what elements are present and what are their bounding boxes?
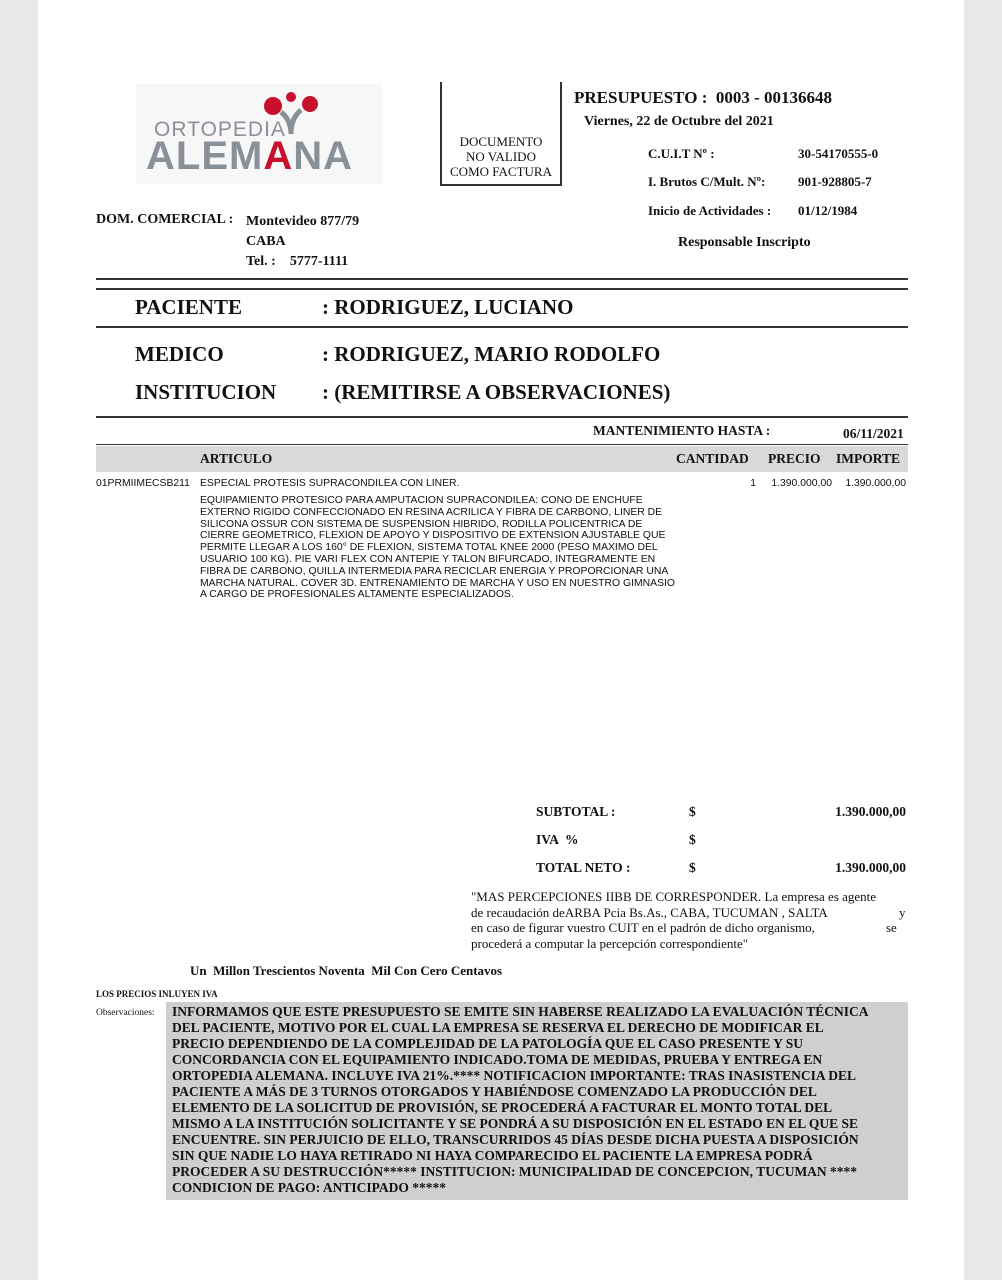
percepciones-line-2: de recaudación deARBA Pcia Bs.As., CABA, TUCUMAN , SALTA: [471, 904, 828, 920]
percepciones-line-2-end: y: [899, 904, 906, 920]
logo-text-alem: ALEM: [146, 134, 264, 178]
item-quantity: 1: [750, 478, 756, 489]
prices-note: LOS PRECIOS INLUYEN IVA: [96, 989, 218, 999]
item-title: ESPECIAL PROTESIS SUPRACONDILEA CON LINER.: [200, 478, 460, 489]
logo-text-a-accent: A: [263, 134, 294, 178]
percepciones-line-3: en caso de figurar vuestro CUIT en el padrón de dicho organismo,: [471, 920, 815, 935]
mantenimiento-value: 06/11/2021: [843, 426, 904, 441]
cuit-label: C.U.I.T Nº :: [648, 146, 715, 161]
cuit-value: 30-54170555-0: [798, 146, 879, 161]
ib-value: 901-928805-7: [798, 174, 872, 189]
divider: [96, 326, 908, 328]
amount-in-words: Un Millon Trescientos Noventa Mil Con Cero Centavos: [190, 963, 503, 978]
inicio-value: 01/12/1984: [798, 203, 858, 218]
subtotal-value: 1.390.000,00: [835, 804, 906, 819]
notice-line-1: DOCUMENTO: [459, 134, 543, 149]
total-value: 1.390.000,00: [835, 860, 906, 875]
observaciones-label: Observaciones:: [96, 1008, 155, 1018]
logo-text-alemana: [146, 134, 353, 179]
percepciones-note: [471, 889, 911, 951]
subtotal-currency: $: [689, 804, 696, 819]
institucion-label: INSTITUCION: [135, 380, 277, 404]
logo-text-ortopedia: ORTOPEDIA: [154, 118, 286, 141]
observaciones-text: INFORMAMOS QUE ESTE PRESUPUESTO SE EMITE SIN HABERSE REALIZADO LA EVALUACIÓN TÉCNICA DEL PACIENTE, MOTIVO POR EL CUAL LA EMPRESA SE RESERVA EL DERECHO DE MODIFICAR EL PRECIO DEPENDIENDO DE LA COMPLEJIDAD DE LA PATOLOGÍA QUE EL CASO PRESENTE Y SU CONCORDANCIA CON EL EQUIPAMIENTO INDICADO.TOMA DE MEDIDAS, PRUEBA Y ENTREGA EN ORTOPEDIA ALEMANA. INCLUYE IVA 21%.**** NOTIFICACION IMPORTANTE: TRAS INASISTENCIA DEL PACIENTE A MÁS DE 3 TURNOS OTORGADOS Y HABIÉNDOSE COMENZADO LA PRODUCCIÓN DEL ELEMENTO DE LA SOLICITUD DE PROVISIÓN, SE PROCEDERÁ A FACTURAR EL MONTO TOTAL DEL MISMO A LA INSTITUCIÓN SOLICITANTE Y SE PONDRÁ A SU DISPOSICIÓN EN EL ESTADO EN EL QUE SE ENCUENTRE. SIN PERJUICIO DE ELLO, TRANSCURRIDOS 45 DÍAS DESDE DICHA PUESTA A DISPOSICIÓN SIN QUE NADIE LO HAYA RETIRADO NI HAYA COMPARECIDO EL PACIENTE LA EMPRESA PODRÁ PROCEDER A SU DESTRUCCIÓN***** INSTITUCION: MUNICIPALIDAD DE CONCEPCION, TUCUMAN **** CONDICION DE PAGO: ANTICIPADO *****: [166, 1002, 908, 1200]
company-logo: [136, 84, 382, 184]
item-amount: 1.390.000,00: [845, 478, 906, 489]
header-precio: PRECIO: [768, 451, 821, 466]
ib-label: I. Brutos C/Mult. Nº:: [648, 174, 766, 189]
subtotal-label: SUBTOTAL :: [536, 804, 616, 819]
medico-label: MEDICO: [135, 342, 224, 366]
notice-box-text: [442, 134, 560, 179]
tel-label: Tel. :: [246, 254, 276, 269]
total-label: TOTAL NETO :: [536, 860, 631, 875]
header-importe: IMPORTE: [836, 451, 901, 466]
notice-line-3: COMO FACTURA: [450, 164, 552, 179]
paciente-label: PACIENTE: [135, 295, 242, 319]
mantenimiento-label: MANTENIMIENTO HASTA :: [593, 423, 771, 438]
iva-currency: $: [689, 832, 696, 847]
logo-text-na: NA: [293, 134, 353, 178]
document-page: [38, 0, 964, 1280]
percepciones-line-1: "MAS PERCEPCIONES IIBB DE CORRESPONDER. La empresa es agente: [471, 889, 877, 904]
institucion-value: : (REMITIRSE A OBSERVACIONES): [322, 380, 671, 404]
item-price: 1.390.000,00: [771, 478, 832, 489]
percepciones-line-4: procederá a computar la percepción correspondiente": [471, 935, 749, 951]
table-header: [96, 446, 908, 472]
divider: [96, 288, 908, 290]
table-row: [96, 478, 908, 608]
divider: [96, 278, 908, 280]
item-description: EQUIPAMIENTO PROTESICO PARA AMPUTACION SUPRACONDILEA: CONO DE ENCHUFE EXTERNO RIGIDO CONFECCIONADO EN RESINA ACRILICA Y FIBRA DE CARBONO, LINER DE SILICONA OSSUR CON SISTEMA DE SUSPENSION HIBRIDO, RODILLA POLICENTRICA DE CIERRE GEOMETRICO, FLEXION DE APOYO Y DISPOSITIVO DE EXTENSION AJUSTABLE QUE PERMITE LLEGAR A LOS 160° DE FLEXION, SISTEMA TOTAL KNEE 2000 (PESO MAXIMO DEL USUARIO 100 KG). PIE VARI FLEX CON ANTEPIE Y TALON BIFURCADO, INTEGRAMENTE EN FIBRA DE CARBONO, QUILLA INTERMEDIA PARA RECICLAR ENERGIA Y PROPORCIONAR UNA MARCHA NATURAL. COVER 3D. ENTRENAMIENTO DE MARCHA Y USO EN NUESTRO GIMNASIO A CARGO DE PROFESIONALES ALTAMENTE ESPECIALIZADOS.: [200, 495, 675, 601]
header-cantidad: CANTIDAD: [676, 451, 749, 466]
iva-condition: Responsable Inscripto: [678, 235, 811, 250]
domicilio-label: DOM. COMERCIAL :: [96, 212, 234, 227]
domicilio-city: CABA: [246, 234, 286, 249]
telefono: [246, 254, 348, 270]
medico-value: : RODRIGUEZ, MARIO RODOLFO: [322, 342, 661, 366]
document-date: Viernes, 22 de Octubre del 2021: [584, 114, 774, 129]
tel-value: 5777-1111: [289, 254, 349, 269]
domicilio-street: Montevideo 877/79: [246, 214, 360, 229]
notice-box: [440, 82, 562, 186]
paciente-value: : RODRIGUEZ, LUCIANO: [322, 295, 574, 319]
iva-label: IVA %: [536, 832, 579, 847]
presupuesto-title: PRESUPUESTO : 0003 - 00136648: [574, 88, 833, 107]
divider: [96, 416, 908, 418]
item-code: 01PRMIIMECSB211: [96, 478, 190, 489]
total-currency: $: [689, 860, 696, 875]
notice-line-2: NO VALIDO: [466, 149, 536, 164]
percepciones-line-3-end: se: [886, 920, 897, 935]
percepciones-line-3-wrap: [471, 920, 911, 936]
presupuesto-number: 0003 - 00136648: [715, 88, 833, 107]
divider: [96, 444, 908, 445]
percepciones-line-2-wrap: [471, 905, 911, 921]
inicio-label: Inicio de Actividades :: [648, 203, 772, 218]
header-articulo: ARTICULO: [200, 451, 273, 466]
